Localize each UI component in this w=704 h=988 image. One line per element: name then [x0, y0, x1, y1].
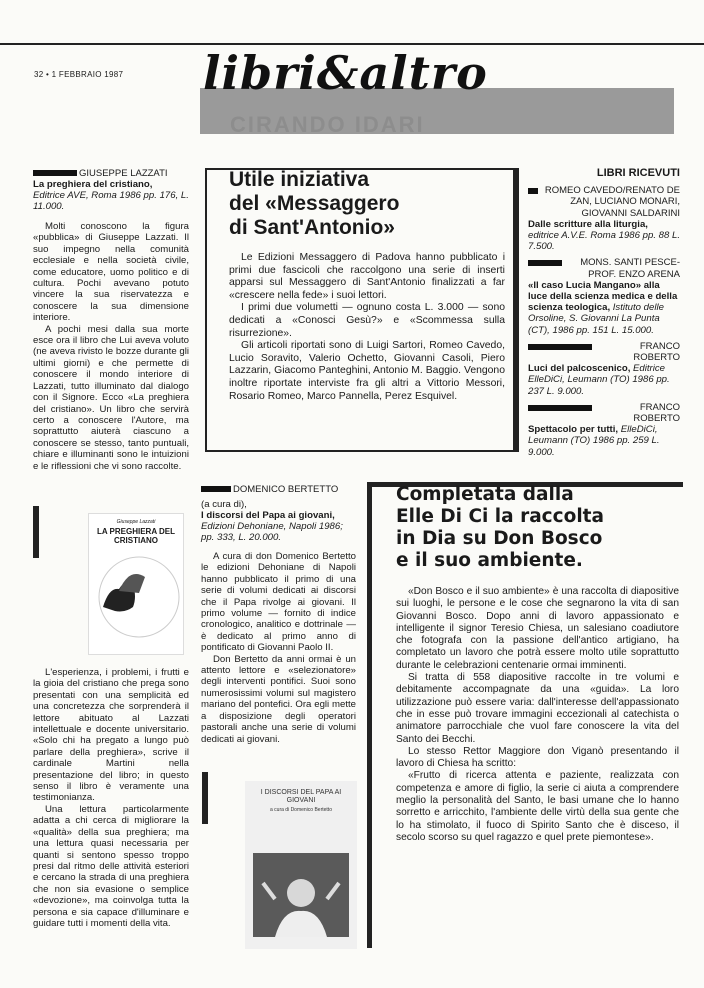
article-body	[396, 586, 679, 844]
section-heading: LIBRI RICEVUTI	[596, 167, 680, 179]
paragraph: Si tratta di 558 diapositive raccolte in tre volumi e debitamente accompagnate da una «guida». La loro utilizzazione può essere varia: dall'interesse dell'appassionato che in esse può trovare immagini eccezionali al catechista o animatore parrocchiale che vuol fare conoscere la vita del Santo dei Becchi.	[396, 672, 679, 745]
book-cover-lazzati	[88, 513, 184, 655]
header-ghost-text: CIRANDO IDARI	[230, 112, 425, 137]
pope-photo	[253, 853, 349, 937]
review-publisher: Edizioni Dehoniane, Napoli 1986; pp. 333, L. 20.000.	[201, 521, 343, 543]
item-bar	[528, 405, 592, 411]
review-body	[201, 551, 356, 745]
list-item: FRANCO ROBERTO Spettacolo per tutti, ElleDiCi, Leumann (TO) 1986 pp. 259 L. 9.000.	[528, 401, 680, 458]
paragraph: Lo stesso Rettor Maggiore don Viganò presentando il lavoro di Chiesa ha scritto:	[396, 745, 679, 770]
item-bar	[528, 344, 592, 350]
cover-author: Giuseppe Lazzati	[116, 519, 156, 525]
paragraph: Gli articoli riportati sono di Luigi Sartori, Romeo Cavedo, Lucio Soravito, Valerio Ochetto, Giovanni Casoli, Piero Lazzarin, Giacomo Panteghini, Antonio M. Baggio. Vengono inoltre riportate interviste fra gli altri a Vittorio Messori, Rosario Romeo, Marco Pannella, Perez Esquivel.	[229, 340, 505, 402]
review-body	[33, 221, 189, 472]
paragraph: Don Bertetto da anni ormai è un attento lettore e «selezionatore» degli interventi pontifici. Suoi sono numerosissimi volumi sul magistero mariano del pontefici. Ora egli mette a disposizione degli operatori pastorali anche una serie di volumi dedicati ai giovani.	[201, 653, 356, 745]
cover-title: I DISCORSI DEL PAPA AI GIOVANI	[260, 789, 342, 804]
libri-ricevuti	[528, 168, 680, 458]
paragraph: L'esperienza, i problemi, i frutti e la gioia del cristiano che prega sono presentati con una semplicità ed una concretezza che sorprenderà il lettore abituato al Lazzati intellettuale e docente universitario. «Solo chi ha pregato a lungo può parlare della preghiera», scrive il cardinale Martini nella presentazione del libro; in questo senso il libro è veramente una testimonianza.	[33, 667, 189, 804]
review-publisher: Editrice AVE, Roma 1986 pp. 176, L. 11.000.	[33, 190, 189, 212]
article-body	[229, 252, 505, 403]
review-title: I discorsi del Papa ai giovani,	[201, 510, 335, 521]
paragraph: Le Edizioni Messaggero di Padova hanno pubblicato i primi due fascicoli che raccolgono una serie di inserti apparsi sul Messaggero di Sant'Antonio finalizzati a far «crescere nella fede» i suoi lettori.	[229, 252, 505, 301]
paragraph: A pochi mesi dalla sua morte esce ora il libro che Lui aveva voluto (ne aveva rivisto le bozze durante gli ultimi giorni) e che permette di conoscere il mondo interiore di Lazzati, tutto illuminato dal dialogo con il Signore. Ecco «La preghiera del cristiano». Un libro che servirà certo a conoscere l'Autore, ma soprattutto aiuterà ciascuno a conoscere se stesso, tanto puntuali, chiare e illuminanti sono le intuizioni e le riflessioni che vi sono raccolte.	[33, 323, 189, 472]
list-item: ROMEO CAVEDO/RENATO DE ZAN, LUCIANO MONARI, GIOVANNI SALDARINI Dalle scritture alla liturgia, editrice A.V.E. Roma 1986 pp. 88 L. 7.500.	[528, 185, 680, 253]
donbosco-article	[396, 484, 679, 844]
paragraph: Molti conoscono la figura «pubblica» di Giuseppe Lazzati. Il suo impegno nella comunità ecclesiale e nella società civile, come educatore, uomo politico e di cultura. Pochi avevano potuto vincere la sua riservatezza e conoscere la sua dimensione interiore.	[33, 221, 189, 324]
page-info: 32 • 1 FEBBRAIO 1987	[34, 70, 124, 79]
author-bar	[33, 170, 77, 176]
list-item: FRANCO ROBERTO Luci del palcoscenico, Editrice ElleDiCi, Leumann (TO) 1986 pp. 237 L. 9.000.	[528, 340, 680, 397]
paragraph: «Don Bosco e il suo ambiente» è una raccolta di diapositive sui luoghi, le persone e le cose che segnarono la vita di san Giovanni Bosco. Dopo anni di lavoro appassionato e intelligente il signor Teresio Chiesa, un salesiano coadiutore che fotografa con la passione dell'antico artigiano, ha completato un lavoro che potrà essere molto utile soprattutto durante le celebrazioni centenarie ormai imminenti.	[396, 586, 679, 671]
left-review-continued	[33, 667, 189, 929]
article-headline: Utile iniziativa del «Messaggero di Sant'Antonio»	[229, 168, 400, 239]
top-rule	[0, 43, 704, 45]
paragraph: A cura di don Domenico Bertetto le edizioni Dehoniane di Napoli hanno pubblicato il primo di una serie di volumi dedicati ai discorsi che il Papa rivolge ai giovani. Il primo volume — fornito di indice cronologico, analitico e dottrinale — è dedicato al primo anno di pontificato di Giovanni Paolo II.	[201, 551, 356, 654]
left-review	[33, 168, 189, 472]
column-rule	[33, 506, 39, 558]
item-bar	[528, 260, 562, 266]
column-rule	[202, 772, 208, 824]
cover-photo	[253, 853, 349, 937]
paragraph: «Frutto di ricerca attenta e paziente, realizzata con competenza e amore di figlio, la serie ci aiuta a comprendere meglio la personalità del Santo, le basi umane che lo hanno sorretto e arricchito, l'ambiente delle virtù della sua gente che lo ha stimolato, il fuoco di Spirito Santo che è disceso, il secolo scorso su quel ragazzo e quel prete piemontese».	[396, 770, 679, 843]
cover-illustration	[89, 547, 181, 642]
author-bar	[201, 486, 231, 492]
review-author: DOMENICO BERTETTO	[201, 484, 356, 495]
cover-curator: a cura di Domenico Bertetto	[270, 807, 332, 813]
review-title: La preghiera del cristiano,	[33, 179, 153, 190]
review-curator: (a cura di),	[201, 499, 247, 510]
list-item: MONS. SANTI PESCE-PROF. ENZO ARENA «Il caso Lucia Mangano» alla luce della scienza medica e della scienza teologica, Istituto delle Orsoline, S. Giovanni La Punta (CT), 1986 pp. 151 L. 15.000.	[528, 257, 680, 336]
book-cover-papa	[245, 781, 357, 949]
cover-title: LA PREGHIERA DEL CRISTIANO	[96, 527, 176, 545]
masthead: libri&altro	[203, 46, 488, 100]
messaggero-article	[229, 168, 505, 403]
paragraph: I primi due volumetti — ognuno costa L. 3.000 — sono dedicati a «Conosci Gesù?» e «Scommessa sulla risurrezione».	[229, 302, 505, 339]
paragraph: Una lettura particolarmente adatta a chi cerca di migliorare la «qualità» della sua preghiera; ma una lettura quasi necessaria per quanti si sentono spesso troppo presi dal ritmo delle attività esteriori e cercano la strada di una preghiera che non sia evasione o semplice «devozione», ma coinvolga tutta la persona e sia capace d'illuminare e guidare tutti i momenti della vita.	[33, 803, 189, 929]
item-bar	[528, 188, 538, 194]
bertetto-review	[201, 484, 356, 745]
article-headline: Completata dalla Elle Di Ci la raccolta in Dia su Don Bosco e il suo ambiente.	[396, 484, 604, 571]
review-author: GIUSEPPE LAZZATI	[33, 168, 189, 179]
